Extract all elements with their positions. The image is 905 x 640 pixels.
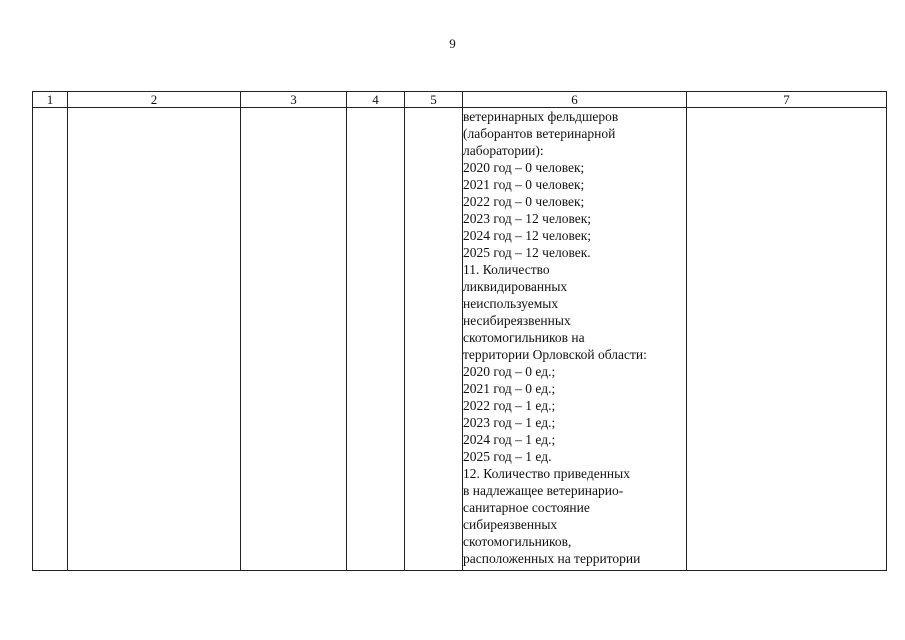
indicator-text-line: 2020 год – 0 ед.; <box>463 364 556 379</box>
cell-column-1 <box>33 108 68 571</box>
indicator-text-line: ликвидированных <box>463 279 568 294</box>
indicator-text-line: санитарное состояние <box>463 500 590 515</box>
page-number: 9 <box>449 36 456 51</box>
column-header-7: 7 <box>687 92 887 108</box>
indicator-text-line: скотомогильников на <box>463 330 585 345</box>
cell-column-4 <box>347 108 405 571</box>
indicator-text-line: 2025 год – 12 человек. <box>463 245 591 260</box>
indicator-text-line: скотомогильников, <box>463 534 572 549</box>
cell-column-3 <box>241 108 347 571</box>
indicator-text-line: несибиреязвенных <box>463 313 571 328</box>
indicator-text-line: 12. Количество приведенных <box>463 466 630 481</box>
cell-column-5 <box>405 108 463 571</box>
indicator-text-line: 11. Количество <box>463 262 550 277</box>
cell-column-6 <box>463 108 687 571</box>
indicator-text-line: территории Орловской области: <box>463 347 647 362</box>
column-header-4: 4 <box>347 92 405 108</box>
indicator-text-line: сибиреязвенных <box>463 517 558 532</box>
indicator-text-line: 2024 год – 1 ед.; <box>463 432 556 447</box>
table-row <box>33 108 887 571</box>
cell-column-2 <box>68 108 241 571</box>
column-header-3: 3 <box>241 92 347 108</box>
indicator-text-line: 2021 год – 0 человек; <box>463 177 585 192</box>
indicator-text-line: ветеринарных фельдшеров <box>463 109 619 124</box>
column-header-2: 2 <box>68 92 241 108</box>
indicator-text-line: неиспользуемых <box>463 296 559 311</box>
column-header-6: 6 <box>463 92 687 108</box>
indicator-text-line: расположенных на территории <box>463 551 641 566</box>
indicator-text-line: лаборатории): <box>463 143 544 158</box>
column-header-1: 1 <box>33 92 68 108</box>
column-header-5: 5 <box>405 92 463 108</box>
cell-column-7 <box>687 108 887 571</box>
indicator-text-line: (лаборантов ветеринарной <box>463 126 616 141</box>
data-table <box>32 91 887 571</box>
header-row <box>33 92 887 108</box>
indicator-text-line: 2021 год – 0 ед.; <box>463 381 556 396</box>
indicator-text-line: 2025 год – 1 ед. <box>463 449 552 464</box>
indicator-text-line: 2022 год – 0 человек; <box>463 194 585 209</box>
indicator-text-line: 2023 год – 1 ед.; <box>463 415 556 430</box>
indicator-text-line: 2023 год – 12 человек; <box>463 211 592 226</box>
indicator-text-line: в надлежащее ветеринарио- <box>463 483 624 498</box>
indicator-text-line: 2024 год – 12 человек; <box>463 228 592 243</box>
indicator-text-line: 2022 год – 1 ед.; <box>463 398 556 413</box>
indicator-text-line: 2020 год – 0 человек; <box>463 160 585 175</box>
